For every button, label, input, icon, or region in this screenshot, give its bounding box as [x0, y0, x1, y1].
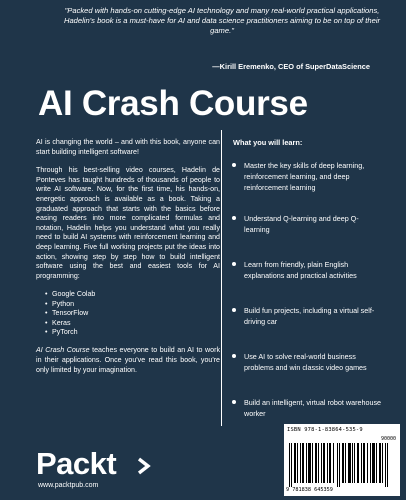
- closing-text: teaches everyone to build an AI to work in their applications. Once you've read this book, you're only limited by your imagination.: [36, 346, 220, 374]
- packt-logo: Packt: [36, 446, 117, 481]
- learn-item-text: Learn from friendly, plain English explanations and practical activities: [244, 260, 357, 280]
- isbn-text: ISBN 978-1-83864-535-9: [287, 427, 363, 433]
- chevron-right-icon: [137, 457, 151, 475]
- learn-item: [232, 351, 382, 373]
- bullet-icon: [232, 354, 236, 358]
- tool-item: • PyTorch: [46, 328, 220, 337]
- book-title: AI Crash Course: [38, 84, 308, 123]
- bullet-icon: [232, 262, 236, 266]
- learn-item-text: Understand Q-learning and deep Q-learning: [244, 214, 359, 234]
- bullet-icon: [232, 308, 236, 312]
- tool-item: • Google Colab: [46, 290, 220, 299]
- quote-attribution: —Kirill Eremenko, CEO of SuperDataScience: [212, 62, 370, 71]
- bullet-icon: [232, 163, 236, 167]
- learn-item: [232, 213, 382, 235]
- tool-item: • Keras: [46, 319, 220, 328]
- learn-item: [232, 259, 382, 281]
- tool-item: • TensorFlow: [46, 309, 220, 318]
- learn-item-text: Master the key skills of deep learning, reinforcement learning, and deep reinforcement learning: [244, 161, 365, 192]
- bullet-icon: [232, 216, 236, 220]
- tools-list: [46, 290, 220, 337]
- endorsement-quote: "Packed with hands-on cutting-edge AI technology and many real-world practical applications, Hadelin's book is a must-have for AI and data science practitioners aiming to be on top of their game.": [63, 6, 381, 35]
- learn-item-text: Use AI to solve real-world business problems and win classic video games: [244, 352, 367, 372]
- description: [36, 138, 220, 384]
- barcode-number: 9 781838 645359: [286, 487, 333, 493]
- isbn-barcode: [284, 424, 400, 496]
- learn-item-text: Build fun projects, including a virtual self-driving car: [244, 306, 375, 326]
- description-intro: AI is changing the world – and with this book, anyone can start building intelligent software!: [36, 138, 220, 156]
- bullet-icon: [232, 400, 236, 404]
- price-code: 90000: [380, 436, 396, 442]
- description-body: Through his best-selling video courses, Hadelin de Ponteves has taught hundreds of thousands of people to write AI software. Now, for the first time, his hands-on, energetic approach is available as a book. Taking a graduated approach that starts with the basics before easing readers into more complicated formulas and notation, Hadelin helps you understand what you really need to build AI systems with reinforcement learning and deep learning. Five full working projects put the ideas into action, showing step by step how to build intelligent software using the best and easiest tools for AI programming:: [36, 166, 220, 280]
- barcode-icon: [287, 443, 397, 487]
- description-closing: [36, 346, 220, 375]
- book-title-inline: AI Crash Course: [36, 346, 90, 355]
- what-you-will-learn: [221, 130, 392, 426]
- learn-item: [232, 160, 382, 193]
- tool-item: • Python: [46, 300, 220, 309]
- learn-item: [232, 397, 382, 419]
- learn-heading: What you will learn:: [233, 138, 303, 147]
- learn-item-text: Build an intelligent, virtual robot warehouse worker: [244, 398, 382, 418]
- learn-item: [232, 305, 382, 327]
- publisher-website[interactable]: www.packtpub.com: [38, 482, 99, 489]
